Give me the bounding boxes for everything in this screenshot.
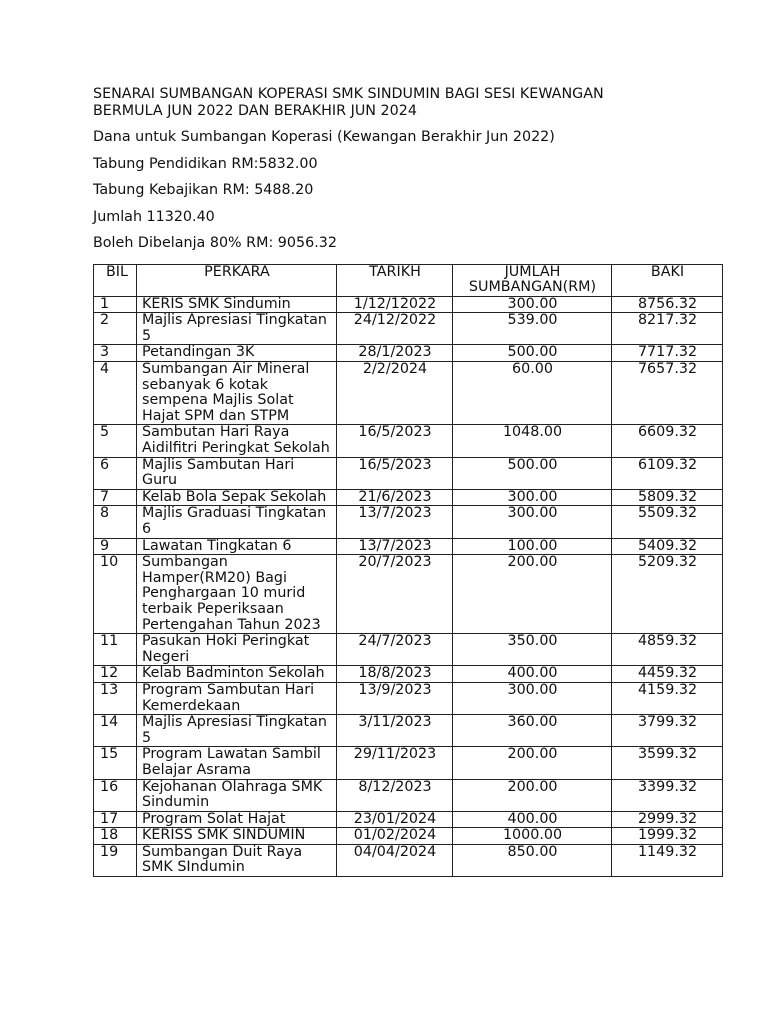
cell-perkara: Sumbangan Air Mineral sebanyak 6 kotak sempena Majlis Solat Hajat SPM dan STPM: [137, 362, 337, 425]
cell-jumlah: 100.00: [453, 538, 612, 555]
title-line-2: BERMULA JUN 2022 DAN BERAKHIR JUN 2024: [93, 102, 417, 119]
cell-tarikh: 20/7/2023: [337, 555, 453, 634]
cell-baki: 6109.32: [612, 457, 723, 489]
cell-jumlah: 300.00: [453, 682, 612, 714]
header-jumlah: JUMLAH SUMBANGAN(RM): [453, 264, 612, 296]
cell-jumlah: 300.00: [453, 296, 612, 313]
cell-tarikh: 16/5/2023: [337, 457, 453, 489]
cell-baki: 5809.32: [612, 489, 723, 506]
document-page: [93, 86, 698, 877]
table-row: [94, 296, 723, 313]
cell-baki: 3799.32: [612, 715, 723, 747]
cell-bil: 2: [94, 313, 137, 345]
tabung-kebajikan: Tabung Kebajikan RM: 5488.20: [93, 182, 314, 198]
cell-perkara: Lawatan Tingkatan 6: [137, 538, 337, 555]
cell-baki: 3599.32: [612, 747, 723, 779]
header-perkara: PERKARA: [137, 264, 337, 296]
table-row: [94, 779, 723, 811]
cell-tarikh: 13/7/2023: [337, 538, 453, 555]
cell-tarikh: 24/7/2023: [337, 634, 453, 666]
cell-perkara: KERIS SMK Sindumin: [137, 296, 337, 313]
cell-baki: 6609.32: [612, 425, 723, 457]
document-title: [93, 86, 675, 119]
cell-perkara: Majlis Apresiasi Tingkatan 5: [137, 715, 337, 747]
cell-tarikh: 21/6/2023: [337, 489, 453, 506]
cell-perkara: Majlis Graduasi Tingkatan 6: [137, 506, 337, 538]
cell-perkara: Program Lawatan Sambil Belajar Asrama: [137, 747, 337, 779]
cell-perkara: Kejohanan Olahraga SMK Sindumin: [137, 779, 337, 811]
cell-jumlah: 1048.00: [453, 425, 612, 457]
cell-bil: 3: [94, 345, 137, 362]
cell-bil: 15: [94, 747, 137, 779]
cell-bil: 7: [94, 489, 137, 506]
header-bil: BIL: [94, 264, 137, 296]
table-row: [94, 538, 723, 555]
cell-jumlah: 500.00: [453, 457, 612, 489]
cell-tarikh: 01/02/2024: [337, 828, 453, 845]
cell-jumlah: 850.00: [453, 844, 612, 876]
cell-bil: 11: [94, 634, 137, 666]
cell-tarikh: 23/01/2024: [337, 811, 453, 828]
cell-tarikh: 13/7/2023: [337, 506, 453, 538]
cell-baki: 8756.32: [612, 296, 723, 313]
table-header-row: [94, 264, 723, 296]
cell-bil: 13: [94, 682, 137, 714]
cell-jumlah: 1000.00: [453, 828, 612, 845]
cell-bil: 12: [94, 666, 137, 683]
cell-jumlah: 300.00: [453, 489, 612, 506]
table-row: [94, 715, 723, 747]
cell-baki: 8217.32: [612, 313, 723, 345]
cell-tarikh: 3/11/2023: [337, 715, 453, 747]
contribution-table: [93, 264, 723, 878]
cell-jumlah: 500.00: [453, 345, 612, 362]
header-tarikh: TARIKH: [337, 264, 453, 296]
cell-tarikh: 16/5/2023: [337, 425, 453, 457]
cell-bil: 14: [94, 715, 137, 747]
cell-jumlah: 350.00: [453, 634, 612, 666]
title-line-1: SENARAI SUMBANGAN KOPERASI SMK SINDUMIN BAGI SESI KEWANGAN: [93, 86, 604, 102]
cell-jumlah: 539.00: [453, 313, 612, 345]
cell-bil: 1: [94, 296, 137, 313]
cell-bil: 5: [94, 425, 137, 457]
boleh-dibelanja: Boleh Dibelanja 80% RM: 9056.32: [93, 235, 337, 251]
header-baki: BAKI: [612, 264, 723, 296]
cell-tarikh: 04/04/2024: [337, 844, 453, 876]
cell-perkara: Sambutan Hari Raya Aidilfitri Peringkat Sekolah: [137, 425, 337, 457]
table-row: [94, 506, 723, 538]
cell-bil: 17: [94, 811, 137, 828]
cell-perkara: Sumbangan Hamper(RM20) Bagi Penghargaan 10 murid terbaik Peperiksaan Pertengahan Tahun 2023: [137, 555, 337, 634]
cell-bil: 10: [94, 555, 137, 634]
table-row: [94, 634, 723, 666]
cell-baki: 4459.32: [612, 666, 723, 683]
table-row: [94, 555, 723, 634]
cell-perkara: Majlis Sambutan Hari Guru: [137, 457, 337, 489]
cell-perkara: KERISS SMK SINDUMIN: [137, 828, 337, 845]
table-row: [94, 844, 723, 876]
table-row: [94, 828, 723, 845]
table-row: [94, 811, 723, 828]
cell-baki: 1999.32: [612, 828, 723, 845]
cell-jumlah: 60.00: [453, 362, 612, 425]
cell-baki: 7717.32: [612, 345, 723, 362]
cell-perkara: Program Solat Hajat: [137, 811, 337, 828]
cell-baki: 2999.32: [612, 811, 723, 828]
cell-baki: 4159.32: [612, 682, 723, 714]
fund-heading: Dana untuk Sumbangan Koperasi (Kewangan Berakhir Jun 2022): [93, 129, 555, 145]
table-row: [94, 313, 723, 345]
cell-baki: 1149.32: [612, 844, 723, 876]
cell-tarikh: 1/12/12022: [337, 296, 453, 313]
cell-perkara: Majlis Apresiasi Tingkatan 5: [137, 313, 337, 345]
cell-perkara: Kelab Bola Sepak Sekolah: [137, 489, 337, 506]
cell-tarikh: 13/9/2023: [337, 682, 453, 714]
cell-jumlah: 300.00: [453, 506, 612, 538]
cell-tarikh: 28/1/2023: [337, 345, 453, 362]
cell-tarikh: 8/12/2023: [337, 779, 453, 811]
cell-baki: 4859.32: [612, 634, 723, 666]
cell-baki: 5509.32: [612, 506, 723, 538]
cell-perkara: Sumbangan Duit Raya SMK SIndumin: [137, 844, 337, 876]
table-row: [94, 666, 723, 683]
cell-tarikh: 24/12/2022: [337, 313, 453, 345]
cell-perkara: Kelab Badminton Sekolah: [137, 666, 337, 683]
cell-bil: 9: [94, 538, 137, 555]
cell-jumlah: 360.00: [453, 715, 612, 747]
cell-baki: 5409.32: [612, 538, 723, 555]
table-row: [94, 489, 723, 506]
table-row: [94, 457, 723, 489]
cell-tarikh: 18/8/2023: [337, 666, 453, 683]
cell-perkara: Petandingan 3K: [137, 345, 337, 362]
table-row: [94, 682, 723, 714]
cell-bil: 4: [94, 362, 137, 425]
cell-jumlah: 400.00: [453, 666, 612, 683]
cell-bil: 19: [94, 844, 137, 876]
cell-bil: 16: [94, 779, 137, 811]
cell-perkara: Program Sambutan Hari Kemerdekaan: [137, 682, 337, 714]
cell-bil: 6: [94, 457, 137, 489]
cell-jumlah: 200.00: [453, 555, 612, 634]
jumlah-total: Jumlah 11320.40: [93, 208, 215, 225]
cell-baki: 5209.32: [612, 555, 723, 634]
cell-baki: 3399.32: [612, 779, 723, 811]
cell-bil: 18: [94, 828, 137, 845]
table-row: [94, 345, 723, 362]
cell-baki: 7657.32: [612, 362, 723, 425]
cell-jumlah: 400.00: [453, 811, 612, 828]
cell-tarikh: 29/11/2023: [337, 747, 453, 779]
cell-jumlah: 200.00: [453, 779, 612, 811]
cell-tarikh: 2/2/2024: [337, 362, 453, 425]
cell-jumlah: 200.00: [453, 747, 612, 779]
cell-bil: 8: [94, 506, 137, 538]
tabung-pendidikan: Tabung Pendidikan RM:5832.00: [93, 155, 318, 172]
table-row: [94, 362, 723, 425]
table-row: [94, 747, 723, 779]
table-body: [94, 296, 723, 876]
table-row: [94, 425, 723, 457]
cell-perkara: Pasukan Hoki Peringkat Negeri: [137, 634, 337, 666]
